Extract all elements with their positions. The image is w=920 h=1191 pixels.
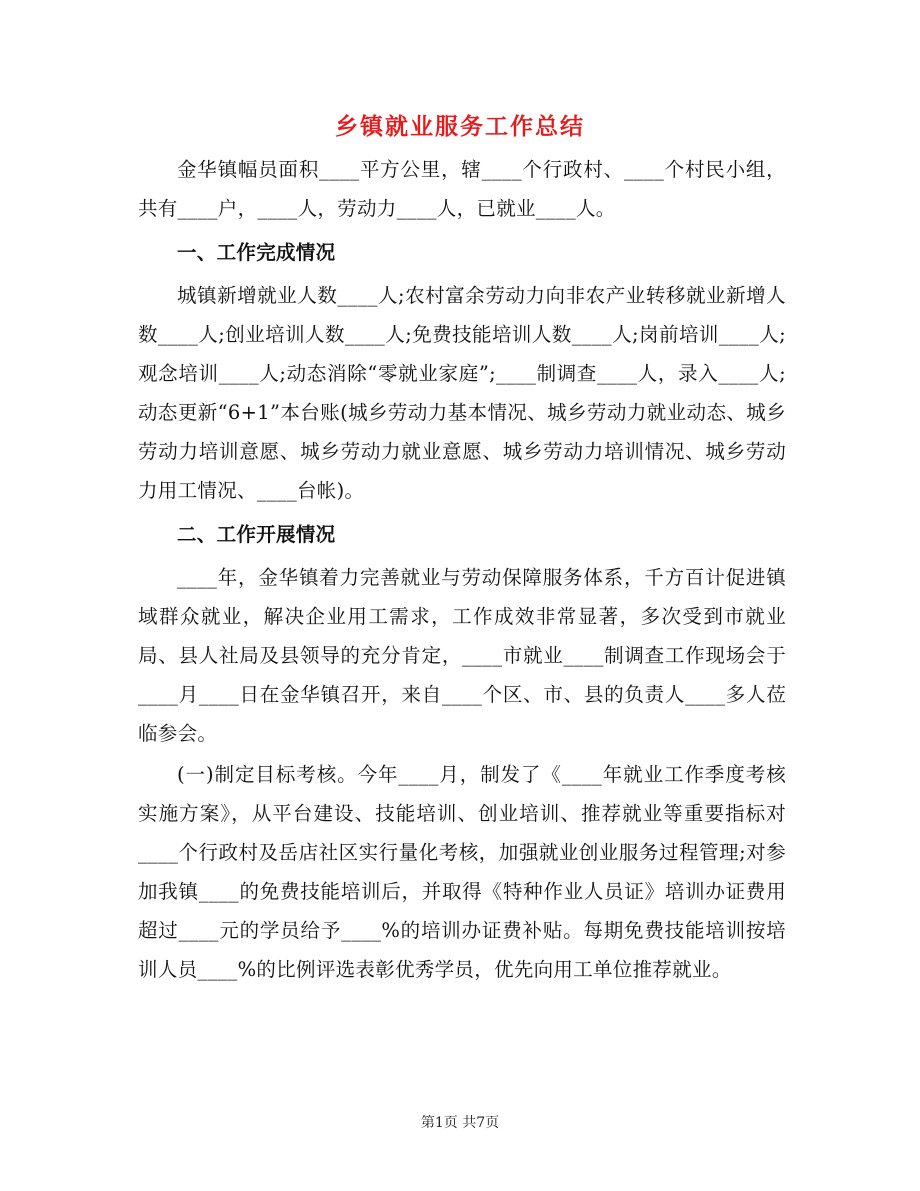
document-title: 乡镇就业服务工作总结	[335, 113, 585, 140]
section-1-paragraph: 城镇新增就业人数____人;农村富余劳动力向非农产业转移就业新增人数____人;创业培训人数____人;免费技能培训人数____人;岗前培训____人;观念培训____人;动态消除“零就业家庭”;____制调查____人，录入____人;动态更新“6+1”本台账(城乡劳动力基本情况、城乡劳动力就业动态、城乡劳动力培训意愿、城乡劳动力就业意愿、城乡劳动力培训情况、城乡劳动力用工情况、____台帐)。	[138, 284, 786, 502]
section-heading-1: 一、工作完成情况	[177, 241, 336, 264]
section-2-paragraph-2: (一)制定目标考核。今年____月，制发了《____年就业工作季度考核实施方案》，从平台建设、技能培训、创业培训、推荐就业等重要指标对____个行政村及岳店社区实行量化考核，加强就业创业服务过程管理;对参加我镇____的免费技能培训后，并取得《特种作业人员证》培训办证费用超过____元的学员给予____%的培训办证费补贴。每期免费技能培训按培训人员____%的比例评选表彰优秀学员，优先向用工单位推荐就业。	[138, 763, 786, 981]
document-body	[138, 150, 786, 989]
page-footer: 第1页 共7页	[420, 1115, 500, 1131]
intro-paragraph: 金华镇幅员面积____平方公里，辖____个行政村、____个村民小组，共有____户，____人，劳动力____人，已就业____人。	[138, 158, 786, 220]
section-2-paragraph-1: ____年，金华镇着力完善就业与劳动保障服务体系，千方百计促进镇域群众就业，解决企业用工需求，工作成效非常显著，多次受到市就业局、县人社局及县领导的充分肯定，____市就业____制调查工作现场会于____月____日在金华镇召开，来自____个区、市、县的负责人____多人莅临参会。	[138, 566, 786, 745]
section-heading-2: 二、工作开展情况	[177, 523, 336, 546]
